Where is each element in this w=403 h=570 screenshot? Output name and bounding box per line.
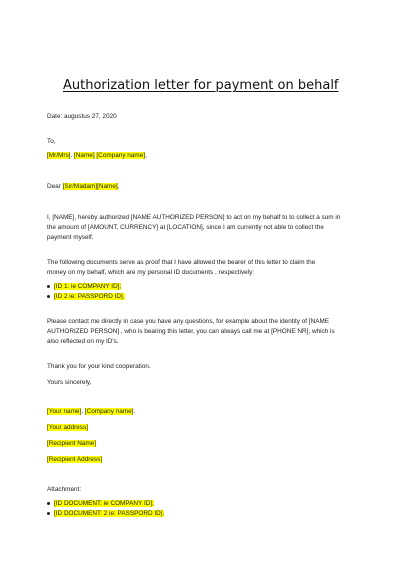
your-name-placeholder: [Your name] (47, 408, 82, 415)
recipient-address-line: [Recipient Address] (47, 456, 103, 463)
para2-line2: money on my behalf, which are my personal ID documents , respectively: (47, 269, 255, 276)
company-placeholder: [Company name] (96, 152, 146, 159)
para3-line2: AUTHORIZED PERSON] , who is bearing this letter, you can always call me at [PHONE NR], which is (47, 328, 335, 335)
name-placeholder: [Name] (74, 152, 95, 159)
document-title: Authorization letter for payment on behalf (63, 78, 339, 93)
dear-line: Dear [Sir/Madam][Name], (47, 183, 120, 190)
para1-line2: the amount of [AMOUNT, CURRENCY] at [LOCATION], since I am currently not able to collect the (47, 224, 324, 231)
signature-address-line: [Your address] (47, 424, 88, 431)
para3-line3: also reflected on my ID's. (47, 338, 119, 345)
para1-line1: I, [NAME], hereby authorized [NAME AUTHORIZED PERSON] to act on my behalf to to collect a sum in (47, 214, 341, 221)
thanks-line: Thank you for your kind cooperation. (47, 363, 151, 370)
signature-company-placeholder: [Company name] (84, 408, 134, 415)
salutation-placeholder: [Mr/Mrs] (47, 152, 71, 159)
list-item: [ID 2 ie: PASSPORD ID]. (54, 293, 125, 300)
dear-name-placeholder: [Sir/Madam][Name] (62, 183, 118, 190)
list-item: [ID DOCUMENT: 2 ie: PASSPORD ID]. (54, 510, 165, 517)
para3-line1: Please contact me directly in case you have any questions, for example about the identity of [NAME (47, 318, 330, 325)
signature-name-line: [Your name], [Company name]. (47, 408, 136, 415)
recipient-name-line: [Recipient Name] (47, 440, 97, 447)
recipient-line: [Mr/Mrs]. [Name] [Company name], (47, 152, 147, 159)
attachment-label: Attachment: (47, 486, 82, 493)
list-item: [ID 1: ie COMPANY ID]; (54, 283, 122, 290)
to-line: To, (47, 138, 56, 145)
list-item: [ID DOCUMENT: ie COMPANY ID]; (54, 500, 154, 507)
date-line: Date: augustus 27, 2020 (47, 113, 117, 120)
para1-line3: payment myself. (47, 234, 94, 241)
para2-line1: The following documents serve as proof that I have allowed the bearer of this letter to claim the (47, 259, 316, 266)
closing-line: Yours sincerely, (47, 379, 92, 386)
